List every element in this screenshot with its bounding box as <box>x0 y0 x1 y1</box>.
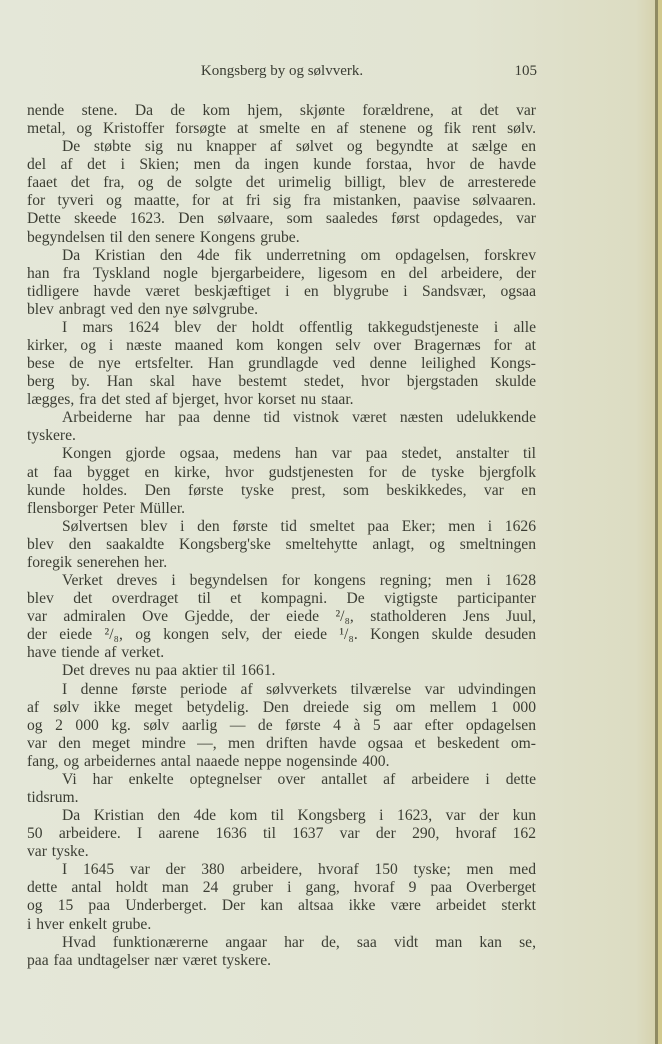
text-line: kunde holdes. Den første tyske prest, som beskikkedes, var en <box>27 481 536 499</box>
text-line: paa faa undtagelser nær været tyskere. <box>27 951 272 969</box>
text-line: Da Kristian den 4de kom til Kongsberg i 1623, var der kun <box>62 807 536 825</box>
text-line: fang, og arbeidernes antal naaede neppe nogensinde 400. <box>27 752 390 770</box>
body-text <box>27 102 536 970</box>
paragraph <box>27 934 536 970</box>
text-line: 50 arbeidere. I aarene 1636 til 1637 var der 290, hvoraf 162 <box>27 825 536 843</box>
text-line: Vi har enkelte optegnelser over antallet af arbeidere i dette <box>62 770 536 788</box>
text-line: blev den saakaldte Kongsberg'ske smeltehytte anlagt, og smeltningen <box>27 535 536 553</box>
text-line: Det dreves nu paa aktier til 1661. <box>62 662 276 680</box>
page-edge <box>658 0 662 1044</box>
text-line: tidligere havde været beskjæftiget i en blygrube i Sandsvær, ogsaa <box>27 282 536 300</box>
text-line: De støbte sig nu knapper af sølvet og begyndte at sælge en <box>62 138 536 156</box>
text-line: Sølvertsen blev i den første tid smeltet paa Eker; men i 1626 <box>62 517 536 535</box>
paragraph <box>27 662 536 680</box>
paragraph <box>27 247 536 319</box>
text-line: var tyske. <box>27 843 89 861</box>
text-line: var admiralen Ove Gjedde, der eiede ²/₈, statholderen Jens Juul, <box>27 608 536 626</box>
paragraph <box>27 572 536 662</box>
text-line: Arbeiderne har paa denne tid vistnok været næsten udelukkende <box>62 409 536 427</box>
paragraph <box>27 771 536 807</box>
text-line: der eiede ²/₈, og kongen selv, der eiede ¹/₈. Kongen skulde desuden <box>27 626 536 644</box>
page-number: 105 <box>514 63 537 79</box>
text-line: bese de nye ertsfelter. Han grundlagde ved denne leilighed Kongs- <box>27 355 536 373</box>
text-line: I mars 1624 blev der holdt offentlig takkegudstjeneste i alle <box>62 318 536 336</box>
text-line: for tyveri og maatte, for at fri sig fra mistanken, paavise sølvaaren. <box>27 192 536 210</box>
text-line: lægges, fra det sted af bjerget, hvor korset nu staar. <box>27 391 354 409</box>
running-header <box>27 63 537 83</box>
paragraph <box>27 518 536 572</box>
running-title: Kongsberg by og sølvverk. <box>200 63 364 79</box>
text-line: var den meget mindre —, men driften havde ogsaa et beskedent om- <box>27 734 536 752</box>
text-line: Da Kristian den 4de fik underretning om opdagelsen, forskrev <box>62 246 536 264</box>
text-line: blev det overdraget til et kompagni. De vigtigste participanter <box>27 590 536 608</box>
text-line: faaet det fra, og de solgte det urimelig billigt, blev de arresterede <box>27 174 536 192</box>
text-line: dette antal holdt man 24 gruber i gang, hvoraf 9 paa Overberget <box>27 879 536 897</box>
text-line: berg by. Han skal have bestemt stedet, hvor bjergstaden skulde <box>27 373 536 391</box>
text-line: Verket dreves i begyndelsen for kongens regning; men i 1628 <box>62 572 536 590</box>
paragraph <box>27 319 536 409</box>
text-line: Dette skeede 1623. Den sølvaare, som saaledes først opdagedes, var <box>27 210 536 228</box>
text-line: I 1645 var der 380 arbeidere, hvoraf 150 tyske; men med <box>62 861 536 879</box>
text-line: nende stene. Da de kom hjem, skjønte forældrene, at det var <box>27 102 536 119</box>
text-line: tidsrum. <box>27 788 79 806</box>
paragraph <box>27 861 536 933</box>
paragraph <box>27 102 536 138</box>
text-line: Hvad funktionærerne angaar har de, saa vidt man kan se, <box>62 933 536 951</box>
paragraph <box>27 409 536 445</box>
text-line: kirker, og i næste maaned kom kongen selv over Bragernæs for at <box>27 337 536 355</box>
text-line: flensborger Peter Müller. <box>27 499 186 517</box>
text-line: metal, og Kristoffer forsøgte at smelte en af stenene og fik rent sølv. <box>27 120 536 138</box>
text-line: begyndelsen til den senere Kongens grube. <box>27 228 300 246</box>
text-line: tyskere. <box>27 427 76 445</box>
text-line: af sølv ikke meget betydelig. Den dreiede sig om mellem 1 000 <box>27 698 536 716</box>
text-line: at faa bygget en kirke, hvor gudstjenesten for de tyske bjergfolk <box>27 463 536 481</box>
text-line: og 15 paa Underberget. Der kan altsaa ikke være arbeidet sterkt <box>27 897 536 915</box>
text-line: have tiende af verket. <box>27 644 165 662</box>
text-line: I denne første periode af sølvverkets tilværelse var udvindingen <box>62 680 536 698</box>
text-line: i hver enkelt grube. <box>27 915 152 933</box>
paragraph <box>27 807 536 861</box>
text-line: Kongen gjorde ogsaa, medens han var paa stedet, anstalter til <box>62 445 536 463</box>
text-line: foregik senerehen her. <box>27 553 168 571</box>
paragraph <box>27 681 536 771</box>
paragraph <box>27 138 536 246</box>
text-line: og 2 000 kg. sølv aarlig — de første 4 à 5 aar efter opdagelsen <box>27 716 536 734</box>
text-line: blev anbragt ved den nye sølvgrube. <box>27 300 259 318</box>
text-line: del af det i Skien; men da ingen kunde forstaa, hvor de havde <box>27 156 536 174</box>
paragraph <box>27 445 536 517</box>
text-line: han fra Tyskland nogle bjergarbeidere, ligesom en del arbeidere, der <box>27 264 536 282</box>
